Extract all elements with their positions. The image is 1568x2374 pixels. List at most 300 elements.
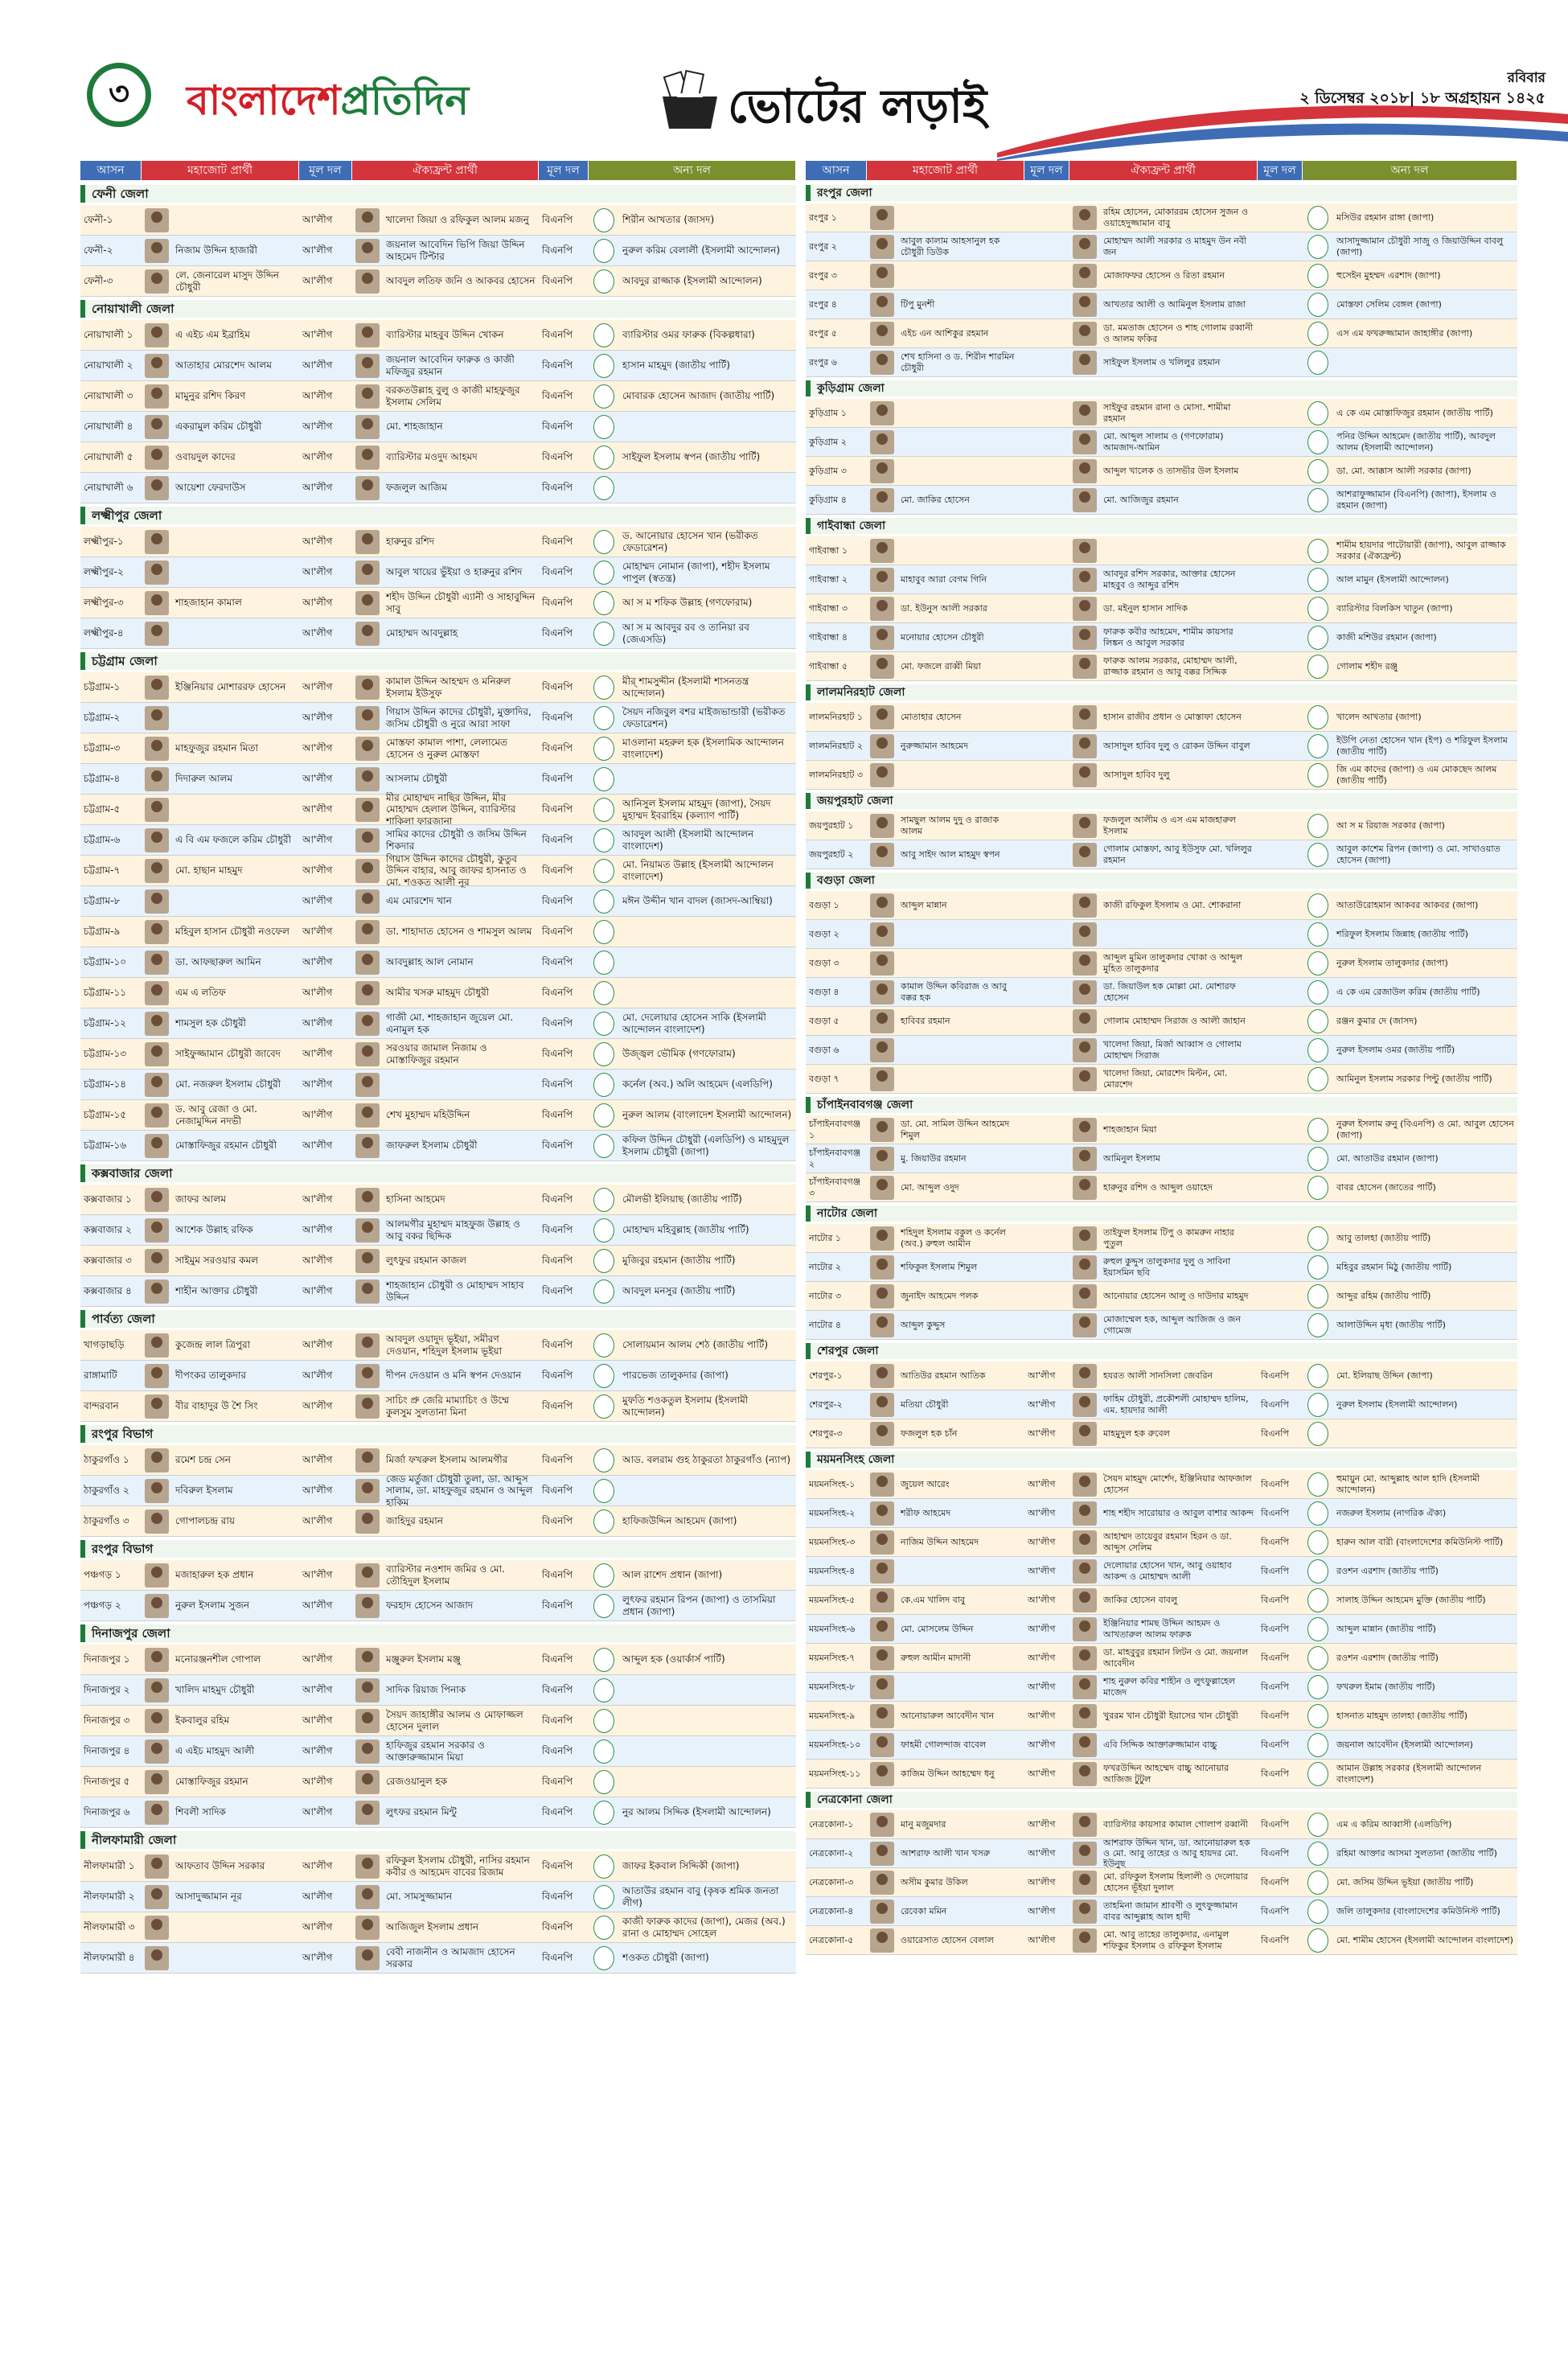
front-candidate: খালেদা জিয়া ও রফিকুল আলম মজনু — [386, 214, 529, 226]
alliance-candidate: নুরুল ইসলাম সুজন — [175, 1600, 250, 1612]
other-candidate: ফখরুল ইমাম (জাতীয় পার্টি) — [1336, 1681, 1435, 1692]
column-header: ঐক্যফ্রন্ট প্রার্থী — [1069, 161, 1258, 180]
alliance-candidate: আতিউর রহমান আতিক — [901, 1370, 986, 1381]
table-row — [806, 486, 1517, 515]
table-row — [806, 1731, 1517, 1760]
front-candidate: মঞ্জুরুল ইসলাম মঞ্জু — [386, 1653, 461, 1665]
other-candidate: হাসান মাহমুদ (জাতীয় পার্টি) — [622, 359, 730, 372]
candidate-photo — [1073, 1284, 1097, 1308]
candidate-photo — [145, 1188, 169, 1212]
candidate-photo — [1073, 264, 1097, 288]
alliance-party: আ'লীগ — [302, 1193, 333, 1205]
candidate-photo — [1073, 1067, 1097, 1091]
alliance-candidate: কামাল উদ্দিন কবিরাজ ও আবু বক্কর হক — [901, 981, 1007, 1003]
front-candidate: কামাল উদ্দিন আহম্মদ ও মনিরুল ইসলাম ইউসুফ — [386, 676, 511, 699]
section-heading: লক্ষ্মীপুর জেলা — [80, 507, 796, 524]
front-party: বিএনপি — [1261, 1818, 1289, 1830]
front-candidate: সরওয়ার জামাল নিজাম ও মোস্তাফিজুর রহমান — [386, 1042, 487, 1066]
front-candidate: হারুনুর রশিদ — [386, 536, 435, 548]
table-row — [806, 1499, 1517, 1528]
photo-placeholder-circle — [1307, 597, 1328, 621]
alliance-candidate: মামুনুর রশিদ কিরণ — [175, 390, 246, 402]
day-name: রবিবার — [1507, 70, 1545, 86]
table-row — [806, 428, 1517, 457]
table-row — [806, 1253, 1517, 1282]
front-party: বিএনপি — [542, 1109, 573, 1121]
seat-name: নীলফামারী ২ — [84, 1891, 135, 1903]
front-candidate: খুররম খান চৌধুরী ইয়াসের খান চৌধুরী — [1103, 1710, 1238, 1721]
front-party: বিএনপি — [542, 1745, 573, 1757]
table-row — [806, 1224, 1517, 1253]
front-party: বিএনপি — [542, 1921, 573, 1933]
section-rows — [806, 536, 1517, 681]
candidate-photo — [355, 354, 380, 378]
seat-name: ময়মনসিংহ-১ — [809, 1478, 856, 1489]
front-candidate: মো. আব্দুল সালাম ও (গণফোরাম) আমজাদ-আমিন — [1103, 431, 1224, 453]
candidate-photo — [355, 1103, 380, 1127]
seat-name: নোয়াখালী ৪ — [84, 421, 133, 433]
seat-name: দিনাজপুর ৬ — [84, 1806, 130, 1818]
photo-placeholder-circle — [593, 1479, 614, 1503]
candidate-photo — [1073, 1038, 1097, 1062]
candidate-photo — [1073, 1118, 1097, 1142]
front-candidate: তাহমিনা জামান শ্রাবণী ও লুৎফুজ্জামান বাবর আব্দুল্লাহ আল হাদী — [1103, 1900, 1238, 1922]
photo-placeholder-circle — [593, 981, 614, 1005]
other-candidate: রঞ্জন কুমার দে (জাসদ) — [1336, 1015, 1418, 1026]
front-candidate: আবদুল ওয়াদুদ ভূইয়া, সমীরণ দেওয়ান, শহিদুল ইসলাম ভূইয়া — [386, 1333, 503, 1357]
alliance-candidate: মোতাহার হোসেন — [901, 711, 962, 722]
front-party: বিএনপি — [542, 1891, 573, 1903]
other-candidate: খালেদ আখতার (জাপা) — [1336, 711, 1422, 722]
table-row — [806, 594, 1517, 623]
other-candidate: সাইফুল ইসলাম স্বপন (জাতীয় পার্টি) — [622, 451, 761, 463]
table-row — [806, 1036, 1517, 1065]
candidate-photo — [870, 235, 894, 259]
front-candidate: এবি সিদ্দিক আক্তারুজ্জামান বাচ্চু — [1103, 1739, 1217, 1750]
section-heading: শেরপুর জেলা — [806, 1343, 1517, 1359]
seat-name: চট্টগ্রাম-৫ — [84, 803, 121, 815]
table-row — [80, 672, 796, 703]
front-candidate: হাফিজুর রহমান সরকার ও আক্তারুজ্জামান মিয়া — [386, 1739, 485, 1763]
seat-name: গাইবান্ধা ২ — [809, 573, 848, 585]
candidate-photo — [145, 706, 169, 730]
other-candidate: ড. আনোয়ার হোসেন খান (ভরীকত ফেডারেশন) — [622, 530, 758, 553]
front-candidate: আবদুল লতিফ জনি ও আকবর হোসেন — [386, 275, 536, 287]
other-candidate: মো. জসিম উদ্দিন ভূইয়া (জাতীয় পার্টি) — [1336, 1876, 1474, 1887]
photo-placeholder-circle — [593, 1042, 614, 1066]
photo-placeholder-circle — [1307, 1038, 1328, 1062]
table-row — [80, 412, 796, 442]
candidate-photo — [870, 734, 894, 758]
front-candidate: সাইফুল ইসলাম ও খলিলুর রহমান — [1103, 356, 1221, 368]
seat-name: লালমনিরহাট ৩ — [809, 769, 864, 780]
table-row — [80, 825, 796, 856]
seat-name: দিনাজপুর ২ — [84, 1684, 130, 1696]
seat-name: কক্সবাজার ১ — [84, 1193, 132, 1205]
candidate-photo — [1073, 235, 1097, 259]
photo-placeholder-circle — [593, 591, 614, 615]
table-row — [806, 1839, 1517, 1868]
front-party: বিএনপি — [542, 803, 573, 815]
candidate-photo — [355, 1946, 380, 1970]
table-row — [80, 1330, 796, 1361]
front-party: বিএনপি — [1261, 1739, 1289, 1750]
photo-placeholder-circle — [593, 1594, 614, 1618]
other-candidate: আল মামুন (ইসলামী আন্দোলন) — [1336, 573, 1449, 585]
other-candidate: নুরুল ইসলাম ওমর (জাতীয় পার্টি) — [1336, 1044, 1455, 1055]
alliance-candidate: রমেশ চন্দ্র সেন — [175, 1454, 231, 1466]
other-candidate: কাজী মশিউর রহমান (জাপা) — [1336, 631, 1437, 643]
seat-name: ময়মনসিংহ-৫ — [809, 1594, 856, 1605]
alliance-candidate: শেখ হাসিনা ও ড. শিরীন শারমিন চৌধুরী — [901, 351, 1015, 373]
candidate-photo — [145, 530, 169, 554]
candidate-photo — [870, 1762, 894, 1786]
section-heading: দিনাজপুর জেলা — [80, 1624, 796, 1642]
candidate-photo — [870, 1617, 894, 1641]
seat-name: লালমনিরহাট ১ — [809, 711, 864, 722]
seat-name: চট্টগ্রাম-১৬ — [84, 1140, 127, 1152]
seat-name: লালমনিরহাট ২ — [809, 740, 864, 751]
front-candidate: দীপন দেওয়ান ও মনি স্বপন দেওয়ান — [386, 1370, 522, 1382]
candidate-photo — [1073, 1313, 1097, 1337]
photo-placeholder-circle — [593, 859, 614, 883]
candidate-photo — [355, 384, 380, 409]
section-rows — [80, 1330, 796, 1422]
seat-name: ঠাকুরগাঁও ২ — [84, 1485, 129, 1497]
table-row — [80, 618, 796, 649]
alliance-party: আ'লীগ — [302, 1285, 333, 1297]
candidate-photo — [145, 591, 169, 615]
candidate-photo — [1073, 1813, 1097, 1837]
candidate-photo — [1073, 597, 1097, 621]
front-candidate: খালেদা জিয়া, মোরশেদ মিল্টন, মো. মোরশেদ — [1103, 1068, 1228, 1090]
alliance-party: আ'লীগ — [302, 597, 333, 609]
other-candidate: কর্নেল (অব.) অলি আহমেদ (এলডিপি) — [622, 1078, 773, 1090]
candidate-photo — [145, 1364, 169, 1388]
candidate-photo — [870, 1313, 894, 1337]
candidate-photo — [355, 415, 380, 439]
table-row — [80, 1767, 796, 1797]
seat-name: বগুড়া ৩ — [809, 957, 839, 968]
alliance-candidate: দীপংকর তালুকদার — [175, 1370, 247, 1382]
front-party: বিএনপি — [542, 1078, 573, 1090]
seat-name: চট্টগ্রাম-৬ — [84, 834, 121, 846]
alliance-party: আ'লীগ — [302, 1255, 333, 1267]
front-candidate: মোস্তফা কামাল পাশা, লেলামেত হোসেন ও নুরুল মোস্তফা — [386, 737, 508, 760]
seat-name: চাঁপাইনবাবগঞ্জ ৩ — [809, 1177, 861, 1198]
candidate-photo — [1073, 1147, 1097, 1171]
candidate-photo — [1073, 1762, 1097, 1786]
photo-placeholder-circle — [593, 1448, 614, 1472]
alliance-party: আ'লীগ — [1028, 1427, 1056, 1439]
photo-placeholder-circle — [593, 1739, 614, 1764]
other-candidate: মো. ইলিয়াছ উদ্দিন (জাপা) — [1336, 1370, 1433, 1381]
alliance-party: আ'লীগ — [1028, 1594, 1056, 1605]
table-row — [80, 917, 796, 947]
photo-placeholder-circle — [1307, 539, 1328, 563]
alliance-party: আ'লীগ — [1028, 1536, 1056, 1547]
table-row — [806, 652, 1517, 681]
table-row — [80, 1100, 796, 1131]
seat-name: রংপুর ৩ — [809, 269, 837, 281]
photo-placeholder-circle — [1307, 401, 1328, 425]
table-row — [806, 761, 1517, 790]
photo-placeholder-circle — [1307, 951, 1328, 975]
table-row — [80, 733, 796, 764]
section-rows — [80, 1445, 796, 1537]
other-candidate: কফিল উদ্দিন চৌধুরী (এলডিপি) ও মাহমুদুল ইসলাম চৌধুরী (জাপা) — [622, 1134, 790, 1157]
table-row — [80, 1645, 796, 1675]
seat-name: গাইবান্ধা ৫ — [809, 660, 848, 672]
front-candidate: শাহ শহীদ সারোয়ার ও আবুল বাশার আকন্দ — [1103, 1507, 1254, 1518]
alliance-candidate: শিবলী সাদিক — [175, 1806, 226, 1818]
alliance-party: আ'লীগ — [302, 1600, 333, 1612]
table-row — [80, 1070, 796, 1100]
alliance-party: আ'লীগ — [302, 390, 333, 402]
candidate-photo — [145, 1479, 169, 1503]
photo-placeholder-circle — [1307, 1009, 1328, 1033]
candidate-photo — [1073, 1588, 1097, 1612]
section-heading: লালমনিরহাট জেলা — [806, 684, 1517, 700]
photo-placeholder-circle — [1307, 893, 1328, 918]
candidate-photo — [1073, 1704, 1097, 1728]
front-party: বিএনপি — [542, 926, 573, 938]
alliance-party: আ'লীগ — [302, 1569, 333, 1581]
seat-name: চট্টগ্রাম-৪ — [84, 773, 121, 785]
candidate-photo — [870, 1422, 894, 1446]
seat-name: নীলফামারী ১ — [84, 1860, 135, 1872]
front-candidate: ব্যারিস্টার মওদুদ আহমদ — [386, 451, 478, 463]
photo-placeholder-circle — [1307, 264, 1328, 288]
table-row — [80, 1445, 796, 1476]
front-candidate: ফরহাদ হোসেন আজাদ — [386, 1600, 474, 1612]
candidate-photo — [355, 1364, 380, 1388]
front-candidate: আব্দুল খালেক ও তাসভীর উল ইসলাম — [1103, 465, 1239, 476]
table-row — [80, 1706, 796, 1736]
seat-name: নোয়াখালী ৩ — [84, 390, 133, 402]
front-party: বিএনপি — [542, 1400, 573, 1412]
alliance-candidate: দিদারুল আলম — [175, 773, 233, 785]
candidate-photo — [1073, 1009, 1097, 1033]
front-candidate: জাহিদুর রহমান — [386, 1515, 443, 1527]
seat-name: নেত্রকোনা-৪ — [809, 1905, 854, 1916]
table-row — [80, 473, 796, 503]
candidate-photo — [870, 1928, 894, 1953]
seat-name: কুড়িগ্রাম ৪ — [809, 494, 847, 505]
front-party: বিএনপি — [542, 566, 573, 578]
candidate-photo — [145, 1249, 169, 1273]
candidate-photo — [355, 737, 380, 761]
candidate-photo — [355, 1042, 380, 1066]
alliance-party: আ'লীগ — [1028, 1507, 1056, 1518]
table-row — [80, 1276, 796, 1307]
front-candidate: জয়নাল আবেদিন ভিপি জিয়া উদ্দিন আহমেদ টিপ্টার — [386, 239, 525, 262]
other-candidate: আব্দুল মান্নান (জাতীয় পার্টি) — [1336, 1623, 1436, 1634]
table-row — [80, 557, 796, 588]
alliance-party: আ'লীগ — [302, 451, 333, 463]
other-candidate: ব্যারিস্টার বিলকিস খাতুন (জাপা) — [1336, 602, 1453, 614]
page-number-badge — [87, 63, 151, 127]
alliance-party: আ'লীগ — [302, 1454, 333, 1466]
left-column — [80, 161, 796, 1974]
candidate-photo — [145, 1218, 169, 1242]
candidate-photo — [145, 269, 169, 294]
table-row — [806, 1810, 1517, 1839]
alliance-candidate: ড. আবু রেজা ও মো. নেজামুদ্দিন নদভী — [175, 1103, 257, 1127]
masthead — [0, 0, 1568, 161]
candidate-photo — [355, 1394, 380, 1419]
photo-placeholder-circle — [593, 561, 614, 585]
front-candidate: রেজওয়ানুল হক — [386, 1776, 448, 1788]
other-candidate: আবদুল মনসুর (জাতীয় পার্টি) — [622, 1285, 736, 1297]
seat-name: ফেনী-১ — [84, 214, 113, 226]
alliance-candidate: শফিকুল ইসলাম শিমুল — [901, 1261, 978, 1272]
other-candidate: বাবর হোসেন (জাতের পার্টি) — [1336, 1181, 1436, 1193]
table-row — [80, 442, 796, 473]
candidate-photo — [1073, 1176, 1097, 1200]
other-candidate: আশরাফুজ্জামান (বিএনপি) (জাপা), ইসলাম ও রহমান (জাপা) — [1336, 489, 1496, 511]
other-candidate: আবদুল আলী (ইসলামী আন্দোলন বাংলাদেশ) — [622, 828, 754, 852]
alliance-candidate: কুজেন্দ্র লাল ত্রিপুরা — [175, 1339, 251, 1351]
alliance-party: আ'লীগ — [302, 536, 333, 548]
alliance-party: আ'লীগ — [302, 482, 333, 494]
table-row — [806, 1282, 1517, 1311]
candidate-photo — [355, 676, 380, 700]
candidate-photo — [355, 767, 380, 791]
alliance-party: আ'লীগ — [302, 421, 333, 433]
photo-placeholder-circle — [593, 1770, 614, 1794]
table-row — [806, 1470, 1517, 1499]
table-row — [80, 1039, 796, 1070]
front-candidate: জয়নাল আবেদিন ফারুক ও কাজী মফিজুর রহমান — [386, 354, 515, 377]
section-heading: কক্সবাজার জেলা — [80, 1164, 796, 1182]
candidate-photo — [870, 1675, 894, 1699]
alliance-party: আ'লীগ — [302, 1653, 333, 1665]
alliance-candidate: ডা. মো. সামিল উদ্দিন আহমেদ শিমুল — [901, 1119, 1010, 1140]
table-row — [806, 261, 1517, 290]
section-heading: ময়মনসিংহ জেলা — [806, 1452, 1517, 1468]
front-party: বিএনপি — [542, 773, 573, 785]
other-candidate: নুরুল করিম বেলালী (ইসলামী আন্দোলন) — [622, 244, 781, 257]
front-party: বিএনপি — [542, 214, 573, 226]
seat-name: রংপুর ৪ — [809, 298, 837, 310]
alliance-party: আ'লীগ — [302, 566, 333, 578]
table-row — [806, 1586, 1517, 1615]
front-party: বিএনপি — [542, 1255, 573, 1267]
alliance-candidate: সামছুল আলম দুদু ও রাজাক আলম — [901, 815, 999, 836]
seat-name: কক্সবাজার ৪ — [84, 1285, 132, 1297]
newspaper-logo — [187, 71, 469, 138]
alliance-candidate: আনোয়ারুল আবেদীন খান — [901, 1710, 995, 1721]
photo-placeholder-circle — [1307, 430, 1328, 454]
table-row — [806, 703, 1517, 732]
candidate-photo — [145, 622, 169, 646]
alliance-candidate: মোস্তাফিজুর রহমান চৌধুরী — [175, 1140, 277, 1152]
candidate-photo — [355, 1279, 380, 1304]
alliance-candidate: মো. মোসলেম উদ্দিন — [901, 1623, 974, 1634]
seat-name: পঞ্চগড় ১ — [84, 1569, 121, 1581]
candidate-photo — [1073, 401, 1097, 425]
alliance-party: আ'লীগ — [302, 275, 333, 287]
seat-name: লক্ষ্মীপুর-১ — [84, 536, 124, 548]
other-candidate: মোহাম্মদ মহিবুল্লাহ (জাতীয় পার্টি) — [622, 1224, 749, 1236]
front-party: বিএনপি — [542, 1952, 573, 1964]
seat-name: চট্টগ্রাম-২ — [84, 712, 121, 724]
front-party: বিএনপি — [1261, 1565, 1289, 1576]
alliance-candidate: মো. জাকির হোসেন — [901, 494, 970, 505]
section-heading: চাঁপাইনবাবগঞ্জ জেলা — [806, 1097, 1517, 1113]
candidate-photo — [355, 1801, 380, 1825]
alliance-party: আ'লীগ — [302, 214, 333, 226]
front-candidate: ফজলুল আলীম ও এস এম মাজহারুল ইসলাম — [1103, 815, 1236, 836]
candidate-photo — [355, 859, 380, 883]
column-header: মহাজোট প্রার্থী — [142, 161, 299, 180]
alliance-party: আ'লীগ — [302, 1952, 333, 1964]
table-row — [80, 1246, 796, 1276]
front-candidate: মো. সামসুজ্জামান — [386, 1891, 453, 1903]
seat-name: রংপুর ৫ — [809, 327, 837, 339]
photo-placeholder-circle — [593, 706, 614, 730]
alliance-party: আ'লীগ — [1028, 1565, 1056, 1576]
candidate-photo — [1073, 626, 1097, 650]
front-candidate: মীর মোহাম্মদ নাছির উদ্দিন, মীর মোহাম্মদ হেলাল উদ্দিন, ব্যারিস্টার শাকিলা ফারজানা — [386, 791, 516, 827]
table-row — [80, 205, 796, 236]
alliance-party: আ'লীগ — [302, 1921, 333, 1933]
photo-placeholder-circle — [593, 622, 614, 646]
seat-name: লক্ষ্মীপুর-২ — [84, 566, 124, 578]
front-party: বিএনপি — [1261, 1710, 1289, 1721]
photo-placeholder-circle — [593, 1364, 614, 1388]
candidate-photo — [870, 1472, 894, 1497]
alliance-candidate: এ এইচ এম ইব্রাহিম — [175, 329, 250, 341]
front-party: বিএনপি — [542, 359, 573, 372]
photo-placeholder-circle — [1307, 1675, 1328, 1699]
photo-placeholder-circle — [593, 1333, 614, 1357]
photo-placeholder-circle — [1307, 1313, 1328, 1337]
seat-name: গাইবান্ধা ৪ — [809, 631, 848, 643]
section-heading: বগুড়া জেলা — [806, 873, 1517, 889]
table-row — [806, 1897, 1517, 1926]
seat-name: ময়মনসিংহ-২ — [809, 1507, 856, 1518]
photo-placeholder-circle — [1307, 1364, 1328, 1388]
section-rows — [806, 399, 1517, 515]
photo-placeholder-circle — [1307, 1617, 1328, 1641]
other-candidate: নুরুল আলম (বাংলাদেশ ইসলামী আন্দোলন) — [622, 1109, 792, 1121]
front-party: বিএনপি — [1261, 1847, 1289, 1859]
candidate-photo — [355, 239, 380, 263]
other-candidate: সালাহ উদ্দিন আহমেদ মুক্তি (জাতীয় পার্টি) — [1336, 1594, 1486, 1605]
alliance-party: আ'লীগ — [302, 926, 333, 938]
front-candidate: মির্জা ফখরুল ইসলাম আলমগীর — [386, 1454, 508, 1466]
front-party: বিএনপি — [542, 1684, 573, 1696]
alliance-party: আ'লীগ — [302, 329, 333, 341]
front-candidate: ফজলুল আজিম — [386, 482, 448, 494]
candidate-photo — [145, 951, 169, 975]
table-row — [806, 1926, 1517, 1955]
other-candidate: মাওলানা মহরুল হক (ইসলামিক আন্দোলন বাংলাদেশ) — [622, 737, 784, 760]
candidate-photo — [145, 1394, 169, 1419]
candidate-photo — [870, 1393, 894, 1417]
candidate-photo — [145, 1448, 169, 1472]
candidate-photo — [145, 889, 169, 914]
photo-placeholder-circle — [1307, 1472, 1328, 1497]
other-candidate: মো. শামীম হোসেন (ইসলামী আন্দোলন বাংলাদেশ) — [1336, 1934, 1513, 1945]
table-header — [806, 161, 1517, 180]
candidate-photo — [355, 1188, 380, 1212]
other-candidate: এস এম ফখরুজ্জামান জাহাঙ্গীর (জাপা) — [1336, 327, 1473, 339]
section-heading: কুড়িগ্রাম জেলা — [806, 380, 1517, 396]
front-candidate: শাহজাহান মিয়া — [1103, 1123, 1157, 1135]
